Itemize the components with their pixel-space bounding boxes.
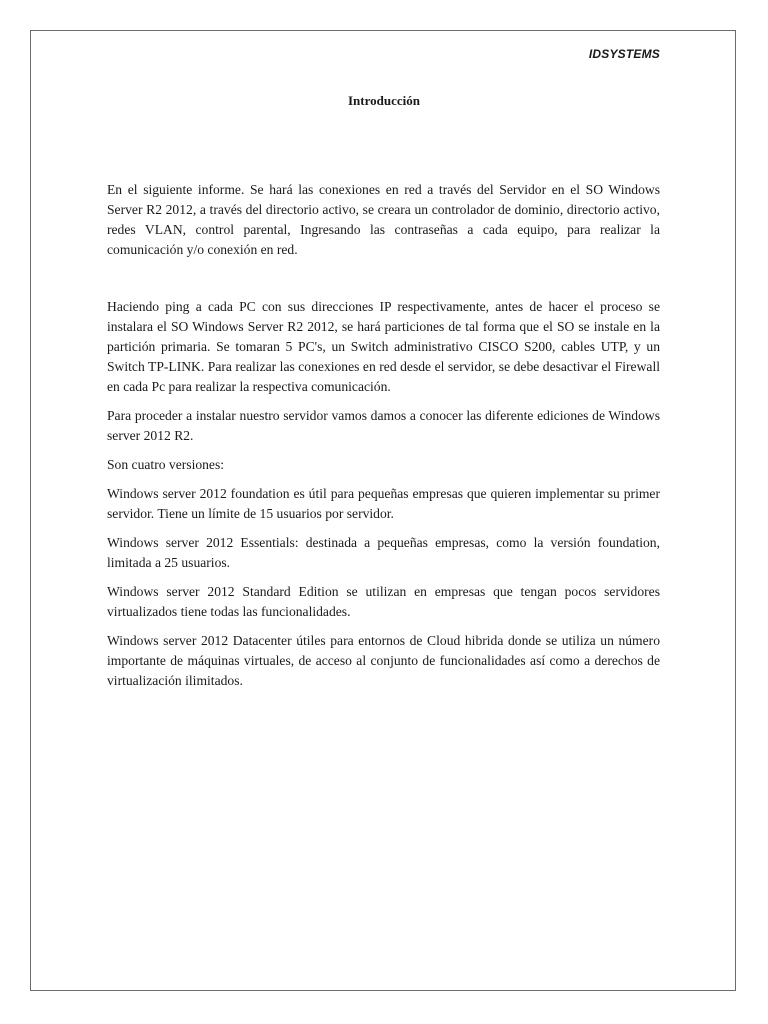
document-title: Introducción — [348, 93, 420, 108]
header-brand: IDSYSTEMS — [588, 47, 660, 61]
paragraph-standard: Windows server 2012 Standard Edition se utilizan en empresas que tengan pocos servidores virtualizados tiene todas las funcionalidades. — [107, 584, 660, 619]
paragraph-editions: Para proceder a instalar nuestro servidor vamos damos a conocer las diferente ediciones de Windows server 2012 R2. — [107, 408, 660, 443]
paragraph-foundation: Windows server 2012 foundation es útil para pequeñas empresas que quieren implementar su primer servidor. Tiene un límite de 15 usuarios por servidor. — [107, 486, 660, 521]
paragraph-essentials: Windows server 2012 Essentials: destinada a pequeñas empresas, como la versión foundation, limitada a 25 usuarios. — [107, 535, 660, 570]
paragraph-process: Haciendo ping a cada PC con sus direcciones IP respectivamente, antes de hacer el proceso se instalara el SO Windows Server R2 2012, se hará particiones de tal forma que el SO se instale en la partición primaria. Se tomaran 5 PC's, un Switch administrativo CISCO S200, cables UTP, y un Switch TP-LINK. Para realizar las conexiones en red desde el servidor, se debe desactivar el Firewall en cada Pc para realizar la respectiva comunicación. — [107, 299, 660, 394]
document-body — [107, 180, 660, 700]
paragraph-intro: En el siguiente informe. Se hará las conexiones en red a través del Servidor en el SO Windows Server R2 2012, a través del directorio activo, se creara un controlador de dominio, directorio activo, redes VLAN, control parental, Ingresando las contraseñas a cada equipo, para realizar la comunicación y/o conexión en red. — [107, 182, 660, 257]
paragraph-versions-count: Son cuatro versiones: — [107, 457, 225, 472]
paragraph-datacenter: Windows server 2012 Datacenter útiles para entornos de Cloud hibrida donde se utiliza un número importante de máquinas virtuales, de acceso al conjunto de funcionalidades así como a derechos de virtualización ilimitados. — [107, 633, 660, 688]
